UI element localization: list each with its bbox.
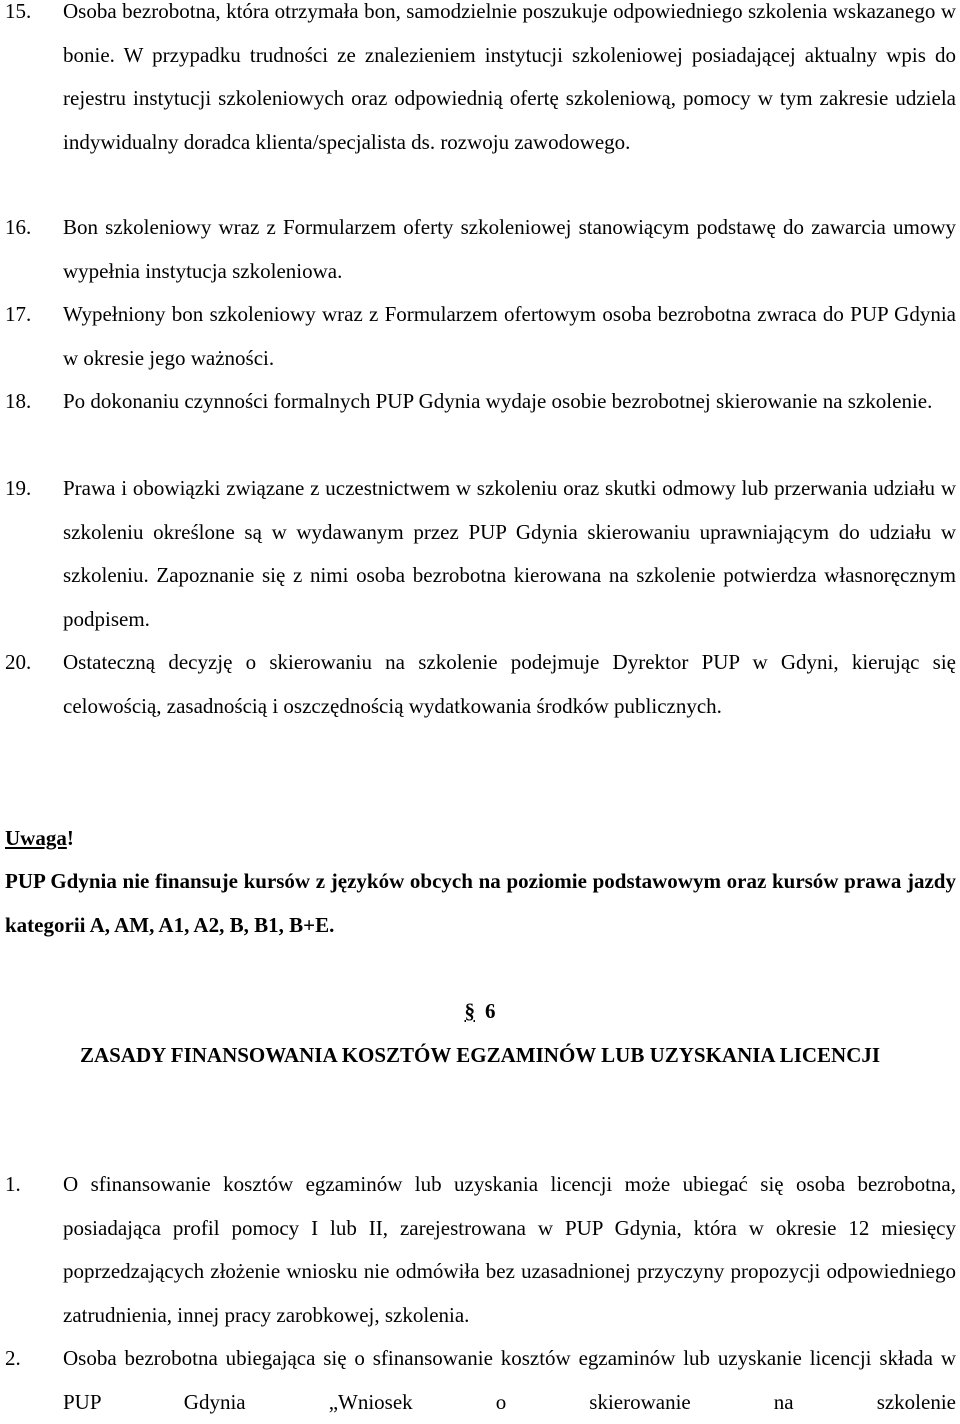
- list-item-text: Po dokonaniu czynności formalnych PUP Gdynia wydaje osobie bezrobotnej skierowanie na szkolenie.: [63, 389, 933, 413]
- warning-exclamation: !: [66, 826, 74, 850]
- section-sign: §: [464, 999, 475, 1023]
- list-item-text: Wypełniony bon szkoleniowy wraz z Formularzem ofertowym osoba bezrobotna zwraca do PUP Gdynia w okresie jego ważności.: [63, 302, 956, 370]
- list-item-text: [63, 0, 956, 164]
- warning-label-text: Uwaga: [5, 826, 67, 850]
- list-item-19: [0, 467, 956, 641]
- list-item-1: [0, 1163, 956, 1337]
- list-item-15: [0, 0, 956, 164]
- warning-label: [5, 817, 74, 861]
- list-item-number: 17.: [5, 302, 32, 326]
- list-item-text: O sfinansowanie kosztów egzaminów lub uzyskania licencji może ubiegać się osoba bezrobotna, posiadająca profil pomocy I lub II, zarejestrowana w PUP Gdynia, która w okresie 12 miesięcy poprzedzających złożenie wniosku nie odmówiła bez uzasadnionej przyczyny propozycji odpowiedniego zatrudnienia, innej pracy zarobkowej, szkolenia.: [63, 1172, 956, 1327]
- section-number: [0, 990, 960, 1034]
- warning-text: PUP Gdynia nie finansuje kursów z języków obcych na poziomie podstawowym oraz kursów prawa jazdy kategorii A, AM, A1, A2, B, B1, B+E.: [5, 869, 956, 937]
- list-item-20: [0, 641, 956, 728]
- list-item-text: Ostateczną decyzję o skierowaniu na szkolenie podejmuje Dyrektor PUP w Gdyni, kierując się celowością, zasadnością i oszczędnością wydatkowania środków publicznych.: [63, 650, 956, 718]
- section-number-value: 6: [485, 999, 496, 1023]
- list-item-number: 18.: [5, 389, 32, 413]
- list-item-number: 2.: [5, 1346, 21, 1370]
- list-item-number: 20.: [5, 650, 32, 674]
- list-item-text: Osoba bezrobotna ubiegająca się o sfinansowanie kosztów egzaminów lub uzyskanie licencji składa w PUP Gdynia „Wniosek o skierowanie na szkolenie: [63, 1346, 956, 1414]
- list-item-2: [0, 1337, 956, 1424]
- list-item-text: Prawa i obowiązki związane z uczestnictwem w szkoleniu oraz skutki odmowy lub przerwania udziału w szkoleniu określone są w wydawanym przez PUP Gdynia skierowaniu uprawniającym do udziału w szkoleniu. Zapoznanie się z nimi osoba bezrobotna kierowana na szkolenie potwierdza własnoręcznym podpisem.: [63, 476, 956, 631]
- list-item-text: Bon szkoleniowy wraz z Formularzem oferty szkoleniowej stanowiącym podstawę do zawarcia umowy wypełnia instytucja szkoleniowa.: [63, 215, 956, 283]
- list-item-number: 15.: [5, 0, 32, 23]
- list-item-text-part-1: Osoba bezrobotna, która otrzymała bon, samodzielnie poszukuje odpowiedniego szkolenia wskazanego w bonie. W przypadku trudności ze znalezieniem instytucji szkoleniowej posiadającej aktualny wpis do rejestru instytucji szkoleniowych oraz odpowiednią ofertę szkoleniową, pomocy w tym zakresie udziela indywidualny doradca klienta/specjalista ds. rozwoju zawodowego.: [63, 0, 956, 154]
- list-item-number: 19.: [5, 476, 32, 500]
- list-item-number: 16.: [5, 215, 32, 239]
- list-item-18: [0, 380, 956, 424]
- list-item-16: [0, 206, 956, 293]
- list-item-number: 1.: [5, 1172, 21, 1196]
- section-title: ZASADY FINANSOWANIA KOSZTÓW EGZAMINÓW LUB UZYSKANIA LICENCJI: [79, 1043, 881, 1067]
- list-item-17: [0, 293, 956, 380]
